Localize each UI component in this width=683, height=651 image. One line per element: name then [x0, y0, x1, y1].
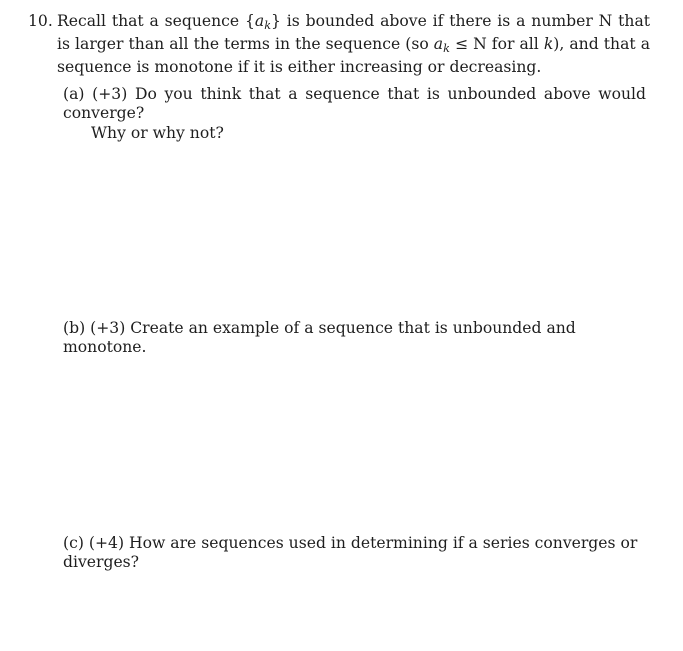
- sequence-symbol-a: a: [254, 12, 265, 30]
- bound-inequality: ≤ N for all: [449, 35, 544, 54]
- statement-line3: if it is either increasing or decreasing.: [237, 58, 542, 77]
- part-c-label: (c): [63, 534, 84, 552]
- term-symbol-a: a: [433, 35, 444, 54]
- part-b-question: Create an example of a sequence that is unbounded and monotone.: [63, 319, 576, 357]
- problem-statement: [57, 12, 650, 78]
- part-b: [63, 319, 646, 358]
- problem-number: 10.: [28, 12, 53, 30]
- part-a: [63, 85, 646, 143]
- part-b-points: (+3): [90, 319, 126, 337]
- statement-line2-end: ), and that a sequence is monotone: [57, 35, 650, 77]
- part-c: [63, 534, 646, 573]
- index-symbol-k: k: [543, 35, 554, 54]
- part-a-question: Do you think that a sequence that is unbounded above would converge?: [63, 85, 646, 123]
- statement-line2-start: all the terms in the sequence (so: [169, 35, 434, 54]
- sequence-subscript-k: k: [264, 18, 272, 32]
- part-c-points: (+4): [88, 534, 125, 552]
- statement-line1-start: Recall that a sequence {: [57, 12, 255, 30]
- statement-line1-end: } is bounded above if there is a number N that is larger than: [57, 12, 651, 54]
- problem-10: [28, 12, 650, 78]
- part-a-question-continued: Why or why not?: [91, 123, 224, 142]
- part-a-points: (+3): [92, 85, 128, 103]
- part-c-question: How are sequences used in determining if a series converges or diverges?: [63, 534, 638, 572]
- part-a-label: (a): [63, 85, 85, 103]
- part-b-label: (b): [63, 319, 86, 337]
- term-subscript-k: k: [443, 42, 450, 55]
